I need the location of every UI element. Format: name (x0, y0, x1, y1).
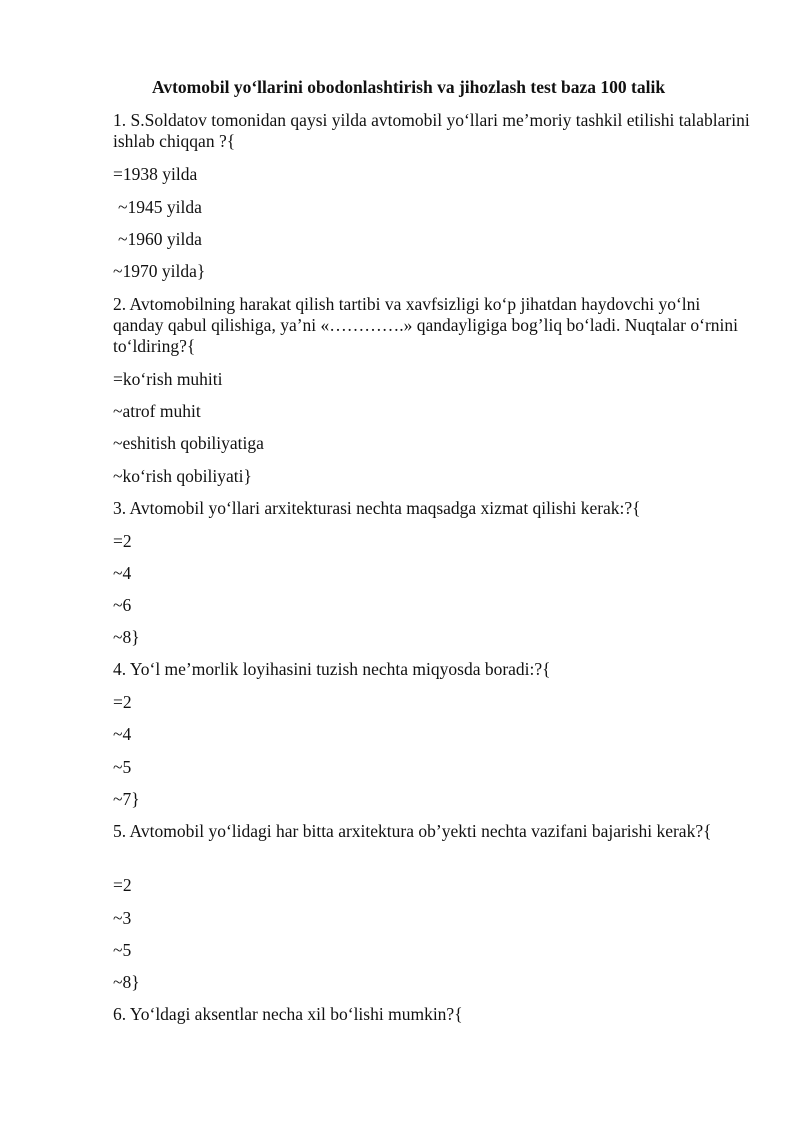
question-1-option-4: ~1970 yilda} (113, 261, 206, 281)
question-1-option-3: ~1960 yilda (118, 229, 202, 249)
document-title: Avtomobil yo‘llarini obodonlashtirish va jihozlash test baza 100 talik (152, 77, 666, 97)
question-2-text: 2. Avtomobilning harakat qilish tartibi va xavfsizligi ko‘p jihatdan haydovchi yo‘lni qanday qabul qilishiga, ya’ni «………….» qandayligiga bog’liq bo‘ladi. Nuqtalar o‘rnini to‘ldiring?{ (113, 294, 739, 356)
question-3-option-4: ~8} (113, 627, 140, 647)
question-4-option-3: ~5 (113, 757, 132, 777)
question-6-text: 6. Yo‘ldagi aksentlar necha xil bo‘lishi mumkin?{ (113, 1004, 463, 1024)
question-2-option-3: ~eshitish qobiliyatiga (113, 433, 264, 453)
question-1-option-2: ~1945 yilda (118, 197, 202, 217)
question-5-option-2: ~3 (113, 908, 132, 928)
question-1-option-1: =1938 yilda (113, 164, 198, 184)
question-5-text: 5. Avtomobil yo‘lidagi har bitta arxitektura ob’yekti nechta vazifani bajarishi kerak?{ (113, 821, 712, 841)
question-4-option-1: =2 (113, 692, 132, 712)
question-2-option-1: =ko‘rish muhiti (113, 369, 223, 389)
question-2-option-4: ~ko‘rish qobiliyati} (113, 466, 252, 486)
question-4-option-2: ~4 (113, 724, 132, 744)
question-2-option-2: ~atrof muhit (113, 401, 201, 421)
question-3-option-2: ~4 (113, 563, 132, 583)
question-4-option-4: ~7} (113, 789, 140, 809)
question-4-text: 4. Yo‘l me’morlik loyihasini tuzish nechta miqyosda boradi:?{ (113, 659, 551, 679)
question-5-option-1: =2 (113, 875, 132, 895)
question-3-text: 3. Avtomobil yo‘llari arxitekturasi nechta maqsadga xizmat qilishi kerak:?{ (113, 498, 641, 518)
question-5-option-4: ~8} (113, 972, 140, 992)
question-5-option-3: ~5 (113, 940, 132, 960)
question-3-option-1: =2 (113, 531, 132, 551)
question-3-option-3: ~6 (113, 595, 132, 615)
question-1-text: 1. S.Soldatov tomonidan qaysi yilda avtomobil yo‘llari me’moriy tashkil etilishi talablarini ishlab chiqqan ?{ (113, 110, 750, 151)
